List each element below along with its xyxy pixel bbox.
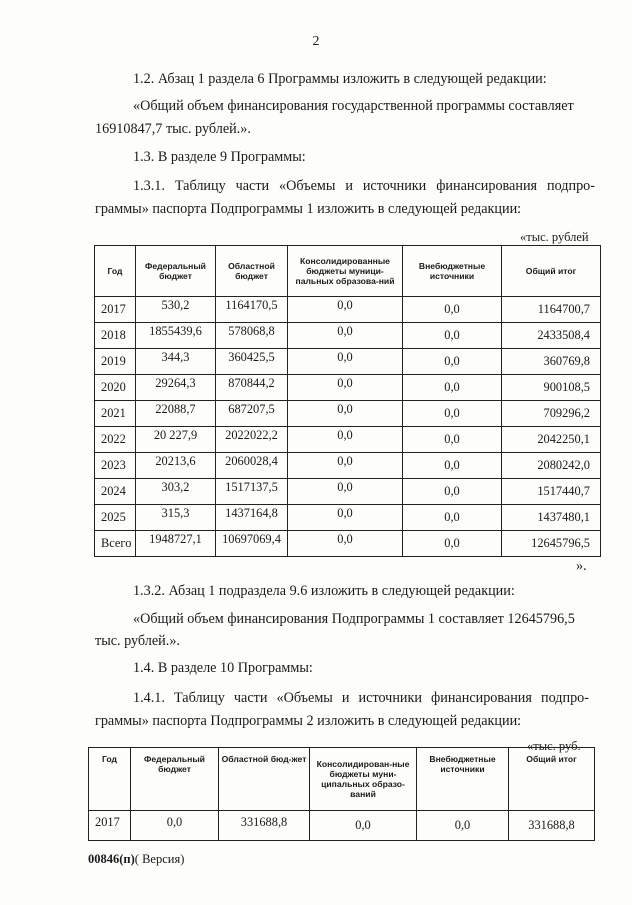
federal-cell: 22088,7 [136, 401, 216, 427]
table1-header-row [95, 246, 601, 297]
municipal-cell: 0,0 [288, 323, 403, 349]
year-cell: 2017 [95, 297, 136, 323]
table2-header-regional: Областной бюд-жет [219, 748, 310, 811]
paragraph-1-3-1-line1: 1.3.1. Таблицу части «Объемы и источники финансирования подпро- [133, 178, 595, 194]
offbudget-cell: 0,0 [403, 401, 502, 427]
table-row [95, 323, 601, 349]
regional-cell: 1517137,5 [216, 479, 288, 505]
table2-header-total: Общий итог [509, 748, 595, 811]
paragraph-quote2-line2: тыс. рублей.». [95, 633, 180, 649]
table-row [89, 811, 595, 841]
municipal-cell: 0,0 [288, 427, 403, 453]
table-row [95, 401, 601, 427]
federal-cell: 0,0 [131, 811, 219, 841]
offbudget-cell: 0,0 [403, 375, 502, 401]
offbudget-cell: 0,0 [403, 531, 502, 557]
municipal-cell: 0,0 [288, 505, 403, 531]
total-cell: 900108,5 [502, 375, 601, 401]
year-cell: 2020 [95, 375, 136, 401]
table1-unit: «тыс. рублей [520, 230, 589, 244]
federal-cell: 303,2 [136, 479, 216, 505]
total-cell: 360769,8 [502, 349, 601, 375]
paragraph-quote2-line1: «Общий объем финансирования Подпрограммы 1 составляет 12645796,5 [133, 611, 575, 627]
offbudget-cell: 0,0 [403, 323, 502, 349]
table2-header-municipal: Консолидирован-ные бюджеты муни-ципальных образо-ваний [310, 748, 417, 811]
footer-version: ( Версия) [134, 852, 185, 866]
paragraph-1-2: 1.2. Абзац 1 раздела 6 Программы изложить в следующей редакции: [133, 71, 547, 87]
table1-header-year: Год [95, 246, 136, 297]
footer [88, 852, 184, 867]
regional-cell: 10697069,4 [216, 531, 288, 557]
table2-unit: «тыс. руб. [527, 739, 581, 753]
table-row [95, 349, 601, 375]
table1-header-total: Общий итог [502, 246, 601, 297]
regional-cell: 687207,5 [216, 401, 288, 427]
municipal-cell: 0,0 [310, 811, 417, 841]
paragraph-1-3-1-line2: граммы» паспорта Подпрограммы 1 изложить в следующей редакции: [95, 201, 522, 217]
table-row-total [95, 531, 601, 557]
paragraph-quote-line2: 16910847,7 тыс. рублей.». [95, 121, 251, 137]
table2-header-offbudget: Внебюджетные источники [417, 748, 509, 811]
regional-cell: 2022022,2 [216, 427, 288, 453]
table-row [95, 453, 601, 479]
federal-cell: 1948727,1 [136, 531, 216, 557]
paragraph-1-3-2: 1.3.2. Абзац 1 подраздела 9.6 изложить в следующей редакции: [133, 583, 515, 599]
total-cell: 1164700,7 [502, 297, 601, 323]
federal-cell: 29264,3 [136, 375, 216, 401]
municipal-cell: 0,0 [288, 453, 403, 479]
table2-header-year: Год [89, 748, 131, 811]
table1-header-federal: Федеральный бюджет [136, 246, 216, 297]
paragraph-1-4-1-line2: граммы» паспорта Подпрограммы 2 изложить в следующей редакции: [95, 713, 522, 729]
page-number: 2 [312, 34, 320, 49]
year-cell: 2025 [95, 505, 136, 531]
table-row [95, 427, 601, 453]
year-cell: 2018 [95, 323, 136, 349]
paragraph-quote-line1: «Общий объем финансирования государственной программы составляет [133, 98, 574, 114]
regional-cell: 870844,2 [216, 375, 288, 401]
total-cell: 1517440,7 [502, 479, 601, 505]
municipal-cell: 0,0 [288, 297, 403, 323]
total-cell: 12645796,5 [502, 531, 601, 557]
paragraph-1-3: 1.3. В разделе 9 Программы: [133, 149, 306, 165]
regional-cell: 331688,8 [219, 811, 310, 841]
year-cell: 2017 [89, 811, 131, 841]
table-subprogram-2 [88, 747, 595, 841]
table1-close-quote: ». [576, 558, 587, 574]
municipal-cell: 0,0 [288, 349, 403, 375]
year-cell: 2021 [95, 401, 136, 427]
regional-cell: 1164170,5 [216, 297, 288, 323]
municipal-cell: 0,0 [288, 375, 403, 401]
federal-cell: 20 227,9 [136, 427, 216, 453]
offbudget-cell: 0,0 [417, 811, 509, 841]
year-cell: 2023 [95, 453, 136, 479]
year-cell: 2019 [95, 349, 136, 375]
table2-header-row [89, 748, 595, 811]
table1-header-regional: Областной бюджет [216, 246, 288, 297]
regional-cell: 360425,5 [216, 349, 288, 375]
table-row [95, 375, 601, 401]
year-cell: 2022 [95, 427, 136, 453]
federal-cell: 530,2 [136, 297, 216, 323]
offbudget-cell: 0,0 [403, 427, 502, 453]
offbudget-cell: 0,0 [403, 297, 502, 323]
offbudget-cell: 0,0 [403, 479, 502, 505]
total-cell: 2433508,4 [502, 323, 601, 349]
total-cell: 709296,2 [502, 401, 601, 427]
table-row [95, 479, 601, 505]
year-cell: 2024 [95, 479, 136, 505]
total-cell: 331688,8 [509, 811, 595, 841]
municipal-cell: 0,0 [288, 401, 403, 427]
year-cell: Всего [95, 531, 136, 557]
table-row [95, 505, 601, 531]
federal-cell: 1855439,6 [136, 323, 216, 349]
regional-cell: 2060028,4 [216, 453, 288, 479]
total-cell: 2042250,1 [502, 427, 601, 453]
footer-doc-code: 00846(п) [88, 852, 135, 866]
regional-cell: 1437164,8 [216, 505, 288, 531]
table2-header-federal: Федеральный бюджет [131, 748, 219, 811]
federal-cell: 344,3 [136, 349, 216, 375]
paragraph-1-4-1-line1: 1.4.1. Таблицу части «Объемы и источники финансирования подпро- [133, 690, 589, 706]
table1-header-offbudget: Внебюджетные источники [403, 246, 502, 297]
federal-cell: 315,3 [136, 505, 216, 531]
municipal-cell: 0,0 [288, 531, 403, 557]
federal-cell: 20213,6 [136, 453, 216, 479]
total-cell: 2080242,0 [502, 453, 601, 479]
regional-cell: 578068,8 [216, 323, 288, 349]
table1-header-municipal: Консолидированные бюджеты муници-пальных образова-ний [288, 246, 403, 297]
offbudget-cell: 0,0 [403, 349, 502, 375]
total-cell: 1437480,1 [502, 505, 601, 531]
municipal-cell: 0,0 [288, 479, 403, 505]
offbudget-cell: 0,0 [403, 505, 502, 531]
table-row [95, 297, 601, 323]
offbudget-cell: 0,0 [403, 453, 502, 479]
paragraph-1-4: 1.4. В разделе 10 Программы: [133, 660, 313, 676]
table-subprogram-1 [94, 245, 601, 557]
